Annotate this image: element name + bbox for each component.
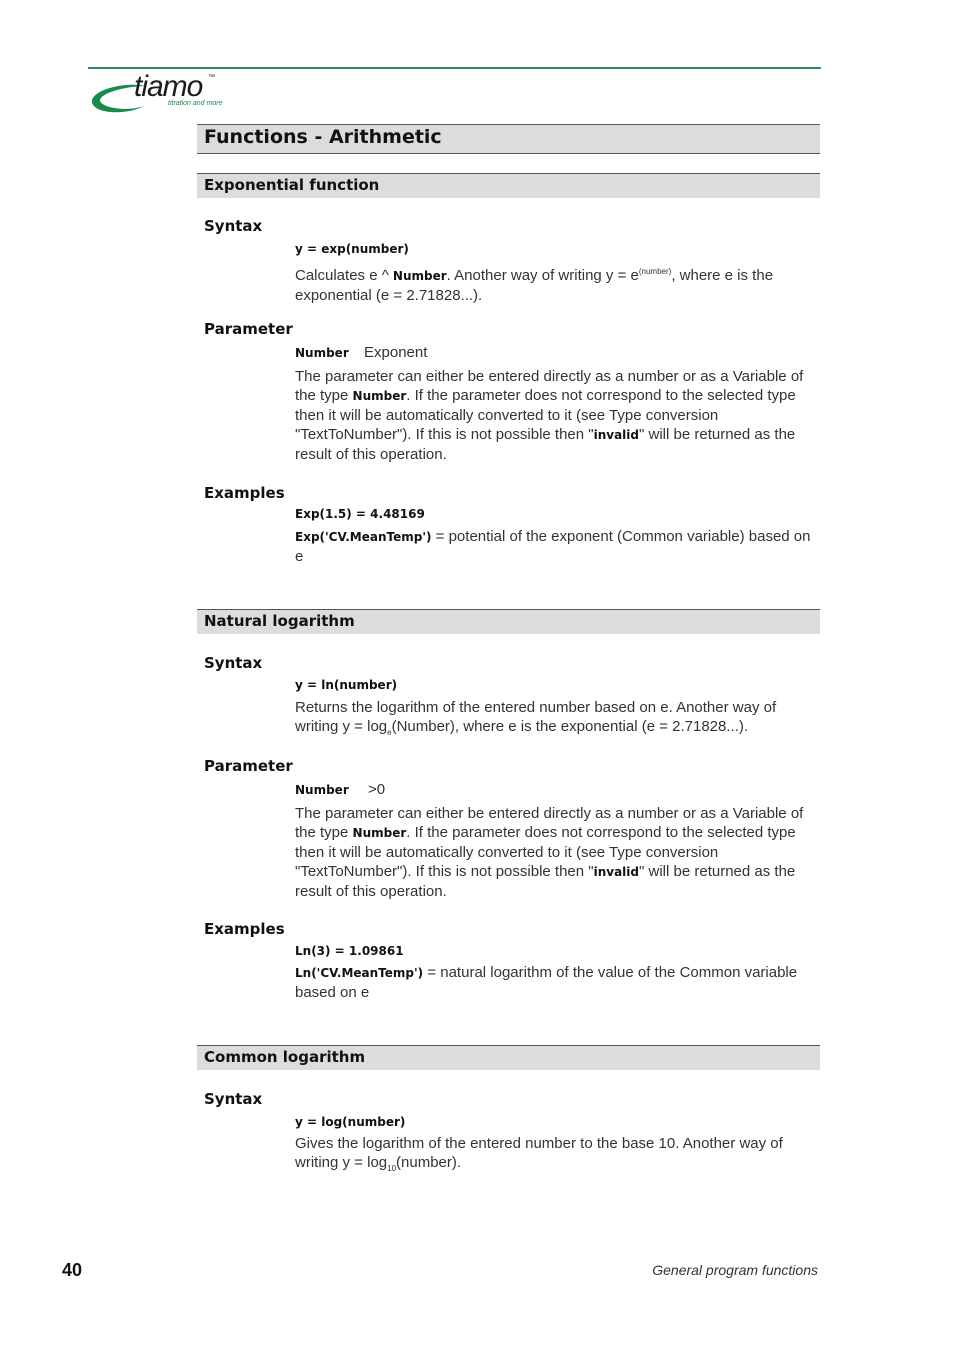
logo-tagline: titration and more [168,100,223,107]
page-title-bar [197,124,820,154]
section-title: Exponential function [204,176,380,194]
examples-label: Examples [204,484,285,502]
example-1: Exp(1.5) = 4.48169 [295,507,425,521]
section-heading-exp [197,173,820,198]
description: Calculates e ^ Number. Another way of writing $y = e^{(number)}$, where e is the exponential (e = 2.71828...). [295,267,774,304]
syntax-label: Syntax [204,1090,263,1108]
example-2: Exp('CV.MeanTemp') = potential of the exponent (Common variable) based on e [295,528,811,565]
tiamo-logo [88,70,238,118]
parameter-label: Parameter [204,757,293,775]
footer-section-name: General program functions [652,1262,818,1278]
example-2: Ln('CV.MeanTemp') = natural logarithm of the value of the Common variable based on e [295,964,798,1001]
syntax-label: Syntax [204,217,263,235]
page-number: 40 [62,1260,83,1280]
logo-trademark: ™ [208,74,215,81]
header-rule [88,67,821,69]
parameter-text: The parameter can either be entered directly as a number or as a Variable of the type Number. If the parameter does not correspond to the selected type then it will be automatically converted to it (see Type conversion "TextToNumber"). If this is not possible then "invalid" will be returned as the result of this operation. [295,368,804,463]
section-heading-ln [197,609,820,634]
syntax-code: y = log(number) [295,1115,406,1129]
description: Gives the logarithm of the entered number to the base 10. Another way of writing $y = \log_{10}(number)$. [295,1135,783,1173]
parameter-label: Parameter [204,320,293,338]
example-1: Ln(3) = 1.09861 [295,944,404,958]
section-title: Natural logarithm [204,612,355,630]
parameter-text: The parameter can either be entered directly as a number or as a Variable of the type Number. If the parameter does not correspond to the selected type then it will be automatically converted to it (see Type conversion "TextToNumber"). If this is not possible then "invalid" will be returned as the result of this operation. [295,805,804,900]
syntax-label: Syntax [204,654,263,672]
parameter-name: Number [295,783,349,797]
parameter-desc: Exponent [364,344,428,361]
page-title: Functions - Arithmetic [204,126,442,148]
section-heading-log [197,1045,820,1070]
syntax-code: y = ln(number) [295,678,398,692]
syntax-code: y = exp(number) [295,242,409,256]
parameter-desc: >0 [368,781,386,798]
description: Returns the logarithm of the entered number based on e. Another way of writing $y = \log_e(Number)$, where e is the exponential (e = 2.71828...). [295,699,777,737]
examples-label: Examples [204,920,285,938]
logo-wordmark: tiamo [134,70,203,103]
parameter-name: Number [295,346,349,360]
section-title: Common logarithm [204,1048,366,1066]
